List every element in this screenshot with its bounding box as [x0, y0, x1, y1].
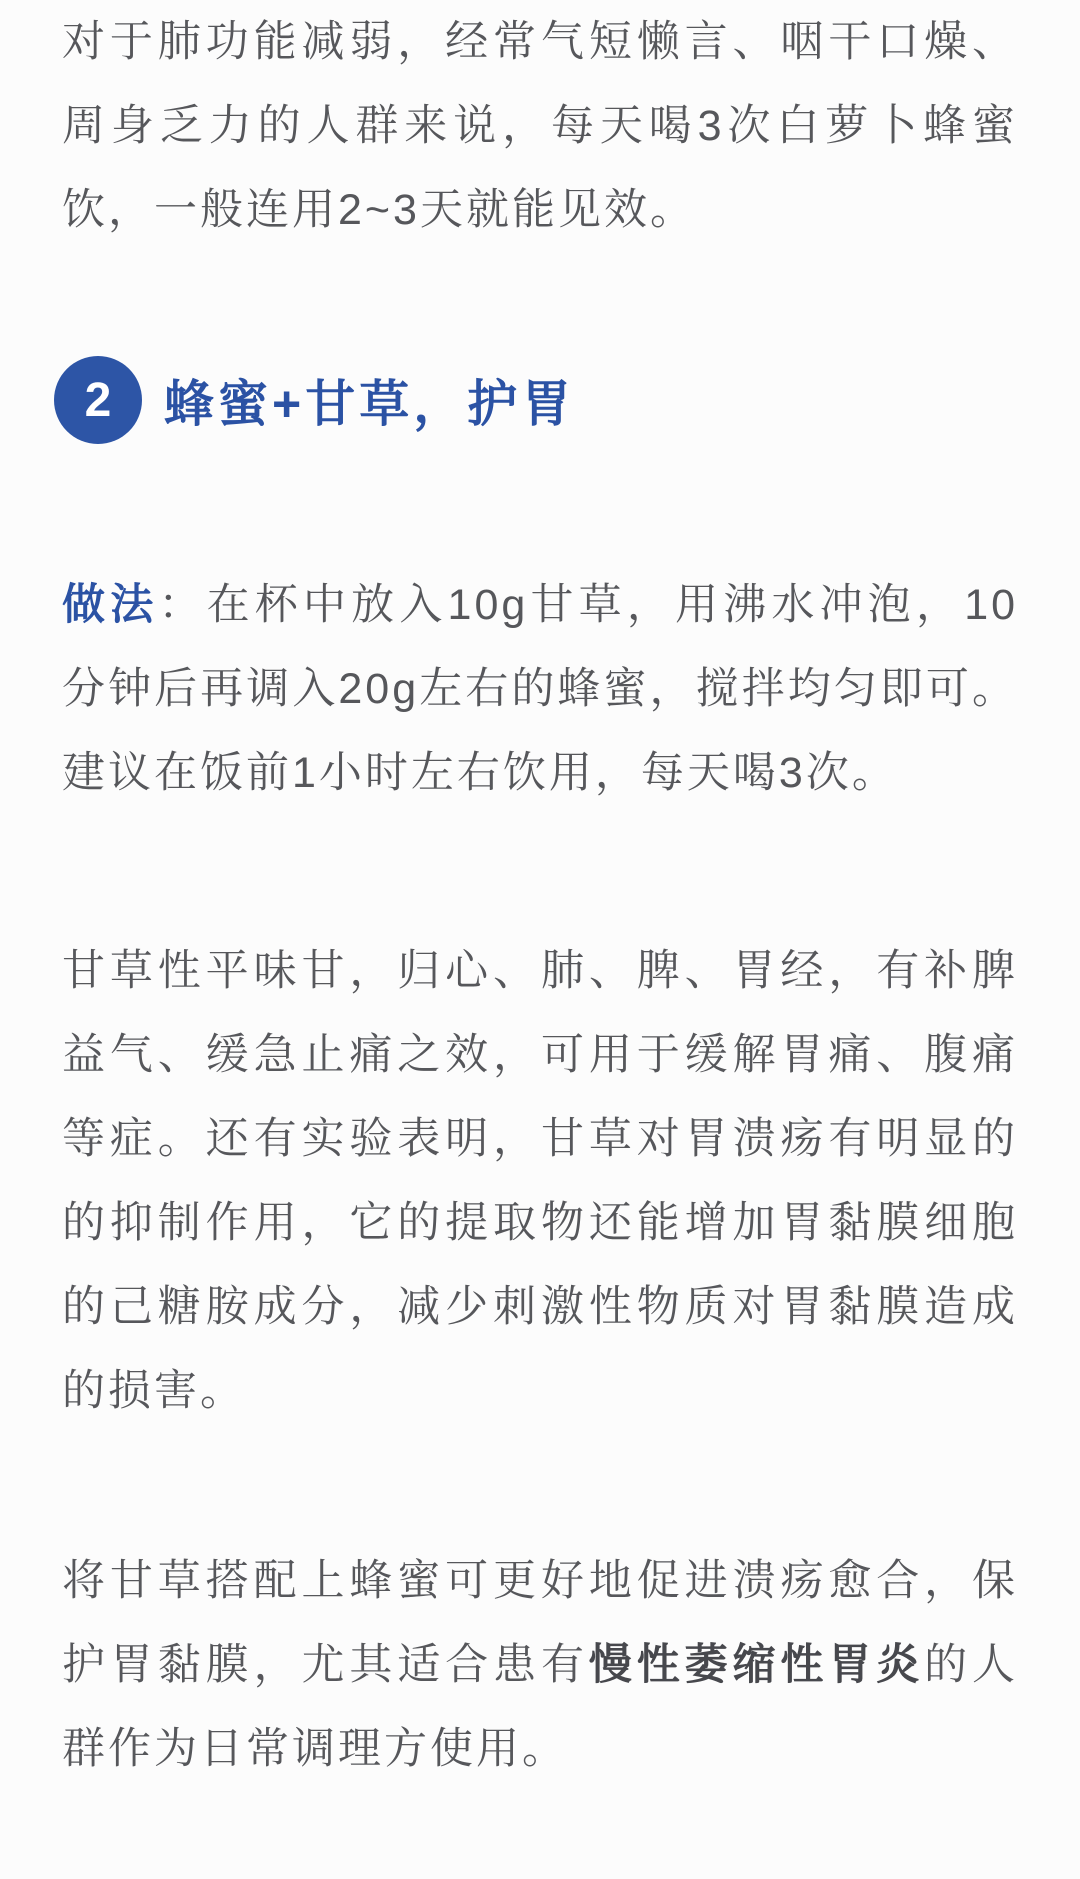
section-title: 蜂蜜+甘草，护胃 [164, 376, 576, 432]
section-number-badge: 2 [54, 356, 142, 444]
final-paragraph-bold-term: 慢性萎缩性胃炎 [588, 1641, 925, 1689]
final-paragraph-end: 的人群作为日常调理方使用。 [62, 1641, 1019, 1773]
method-paragraph [62, 563, 1018, 815]
method-text: 在杯中放入10g甘草，用沸水冲泡，10分钟后再调入20g左右的蜂蜜，搅拌均匀即可。建议在饭前1小时左右饮用，每天喝3次。 [62, 581, 1019, 797]
method-separator: ： [158, 581, 207, 629]
section-heading [54, 356, 1018, 444]
intro-paragraph: 对于肺功能减弱，经常气短懒言、咽干口燥、周身乏力的人群来说，每天喝3次白萝卜蜂蜜饮，一般连用2~3天就能见效。 [62, 18, 1018, 234]
final-paragraph-start: 将甘草搭配上蜂蜜可更好地促进溃疡愈合，保护胃黏膜，尤其适合患有 [62, 1557, 1018, 1689]
licorice-paragraph: 甘草性平味甘，归心、肺、脾、胃经，有补脾益气、缓急止痛之效，可用于缓解胃痛、腹痛等症。还有实验表明，甘草对胃溃疡有明显的的抑制作用，它的提取物还能增加胃黏膜细胞的己糖胺成分，减少刺激性物质对胃黏膜造成的损害。 [62, 947, 1018, 1415]
method-label: 做法 [62, 581, 159, 629]
final-paragraph [62, 1539, 1018, 1791]
